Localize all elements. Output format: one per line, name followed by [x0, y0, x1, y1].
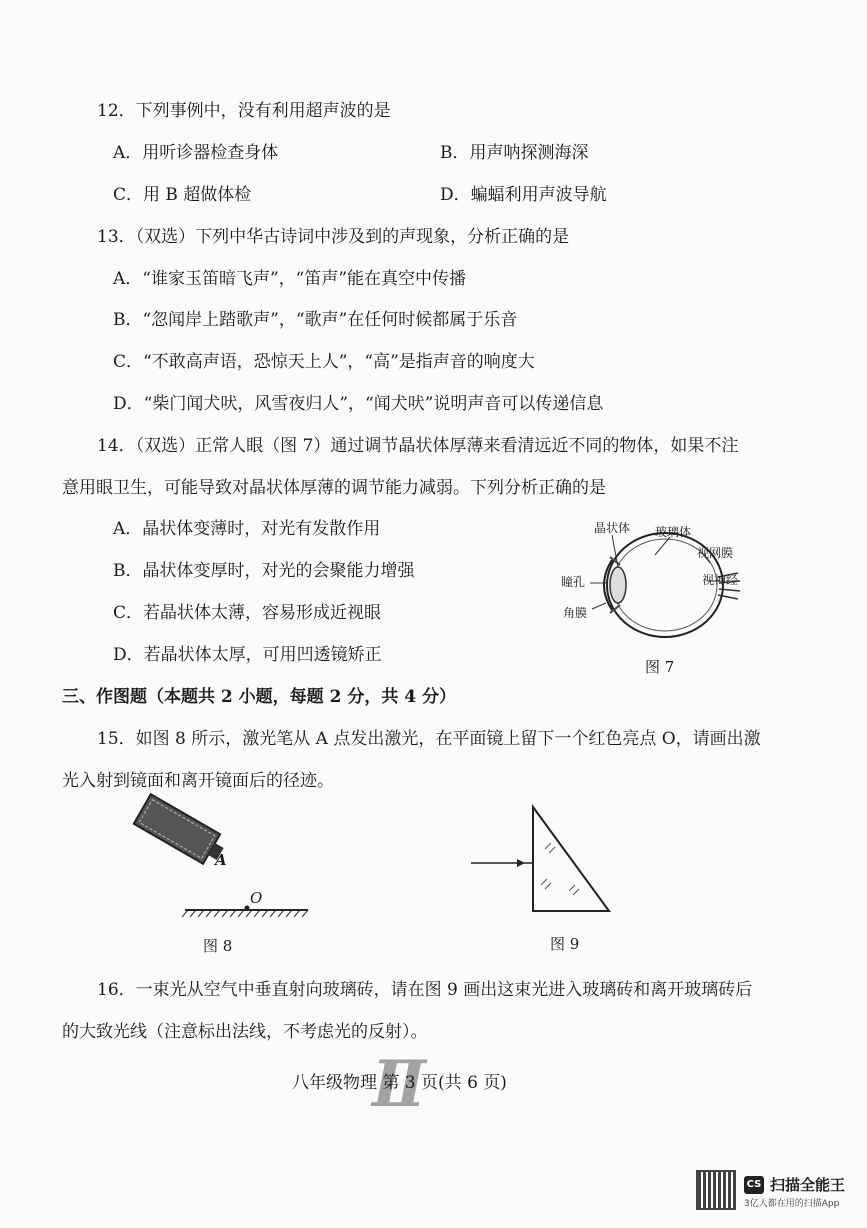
q12-option-c: C．用 B 超做体检: [113, 185, 252, 205]
label-point-a: A: [215, 851, 227, 869]
figure-7-caption: 图 7: [645, 658, 675, 676]
q16-stem-line1: 16．一束光从空气中垂直射向玻璃砖，请在图 9 画出这束光进入玻璃砖和离开玻璃砖后: [97, 980, 753, 1000]
watermark-mark: II: [372, 1047, 420, 1122]
q14-stem-line1: 14．（双选）正常人眼（图 7）通过调节晶状体厚薄来看清远近不同的物体，如果不注: [97, 436, 739, 456]
q14-option-c: C．若晶状体太薄，容易形成近视眼: [113, 603, 382, 623]
q12-option-b: B．用声呐探测海深: [440, 143, 589, 163]
label-cornea: 角膜: [563, 606, 588, 620]
glass-prism-figure: [465, 805, 625, 920]
q15-stem-line2: 光入射到镜面和离开镜面后的径迹。: [62, 771, 334, 791]
q13-option-b: B．“忽闻岸上踏歌声”，“歌声”在任何时候都属于乐音: [113, 310, 518, 330]
q15-stem-line1: 15．如图 8 所示，激光笔从 A 点发出激光，在平面镜上留下一个红色亮点 O，请画出激: [97, 729, 761, 749]
label-optic-nerve: 视神经: [702, 573, 739, 587]
q14-option-a: A．晶状体变薄时，对光有发散作用: [113, 519, 381, 539]
camscanner-logo-icon: CS: [744, 1176, 764, 1194]
q12-stem: 12．下列事例中，没有利用超声波的是: [97, 101, 391, 121]
label-vitreous: 玻璃体: [655, 525, 692, 539]
q14-option-d: D．若晶状体太厚，可用凹透镜矫正: [113, 645, 382, 665]
label-retina: 视网膜: [697, 546, 734, 560]
figure-8-caption: 图 8: [203, 937, 233, 955]
scanner-brand-name: 扫描全能王: [770, 1176, 846, 1194]
q14-stem-line2: 意用眼卫生，可能导致对晶状体厚薄的调节能力减弱。下列分析正确的是: [62, 478, 606, 498]
label-pupil: 瞳孔: [561, 575, 586, 589]
label-point-o: O: [250, 889, 263, 907]
qr-code-icon: [696, 1170, 736, 1210]
q14-option-b: B．晶状体变厚时，对光的会聚能力增强: [113, 561, 415, 581]
scanner-tagline: 3亿人都在用的扫描App: [744, 1199, 840, 1209]
q13-option-a: A．“谁家玉笛暗飞声”，“笛声”能在真空中传播: [113, 269, 467, 289]
section-3-title: 三、作图题（本题共 2 小题，每题 2 分，共 4 分）: [62, 687, 456, 707]
q13-option-c: C．“不敢高声语，恐惊天上人”，“高”是指声音的响度大: [113, 352, 535, 372]
q13-stem: 13．（双选）下列中华古诗词中涉及到的声现象，分析正确的是: [97, 227, 570, 247]
page-footer: 八年级物理 第 3 页(共 6 页): [292, 1073, 507, 1093]
q12-option-a: A．用听诊器检查身体: [113, 143, 279, 163]
figure-9-caption: 图 9: [550, 935, 580, 953]
label-lens: 晶状体: [594, 521, 631, 535]
q12-option-d: D．蝙蝠利用声波导航: [440, 185, 607, 205]
q13-option-d: D．“柴门闻犬吠，风雪夜归人”，“闻犬吠”说明声音可以传递信息: [113, 394, 604, 414]
q16-stem-line2: 的大致光线（注意标出法线，不考虑光的反射）。: [62, 1022, 428, 1042]
